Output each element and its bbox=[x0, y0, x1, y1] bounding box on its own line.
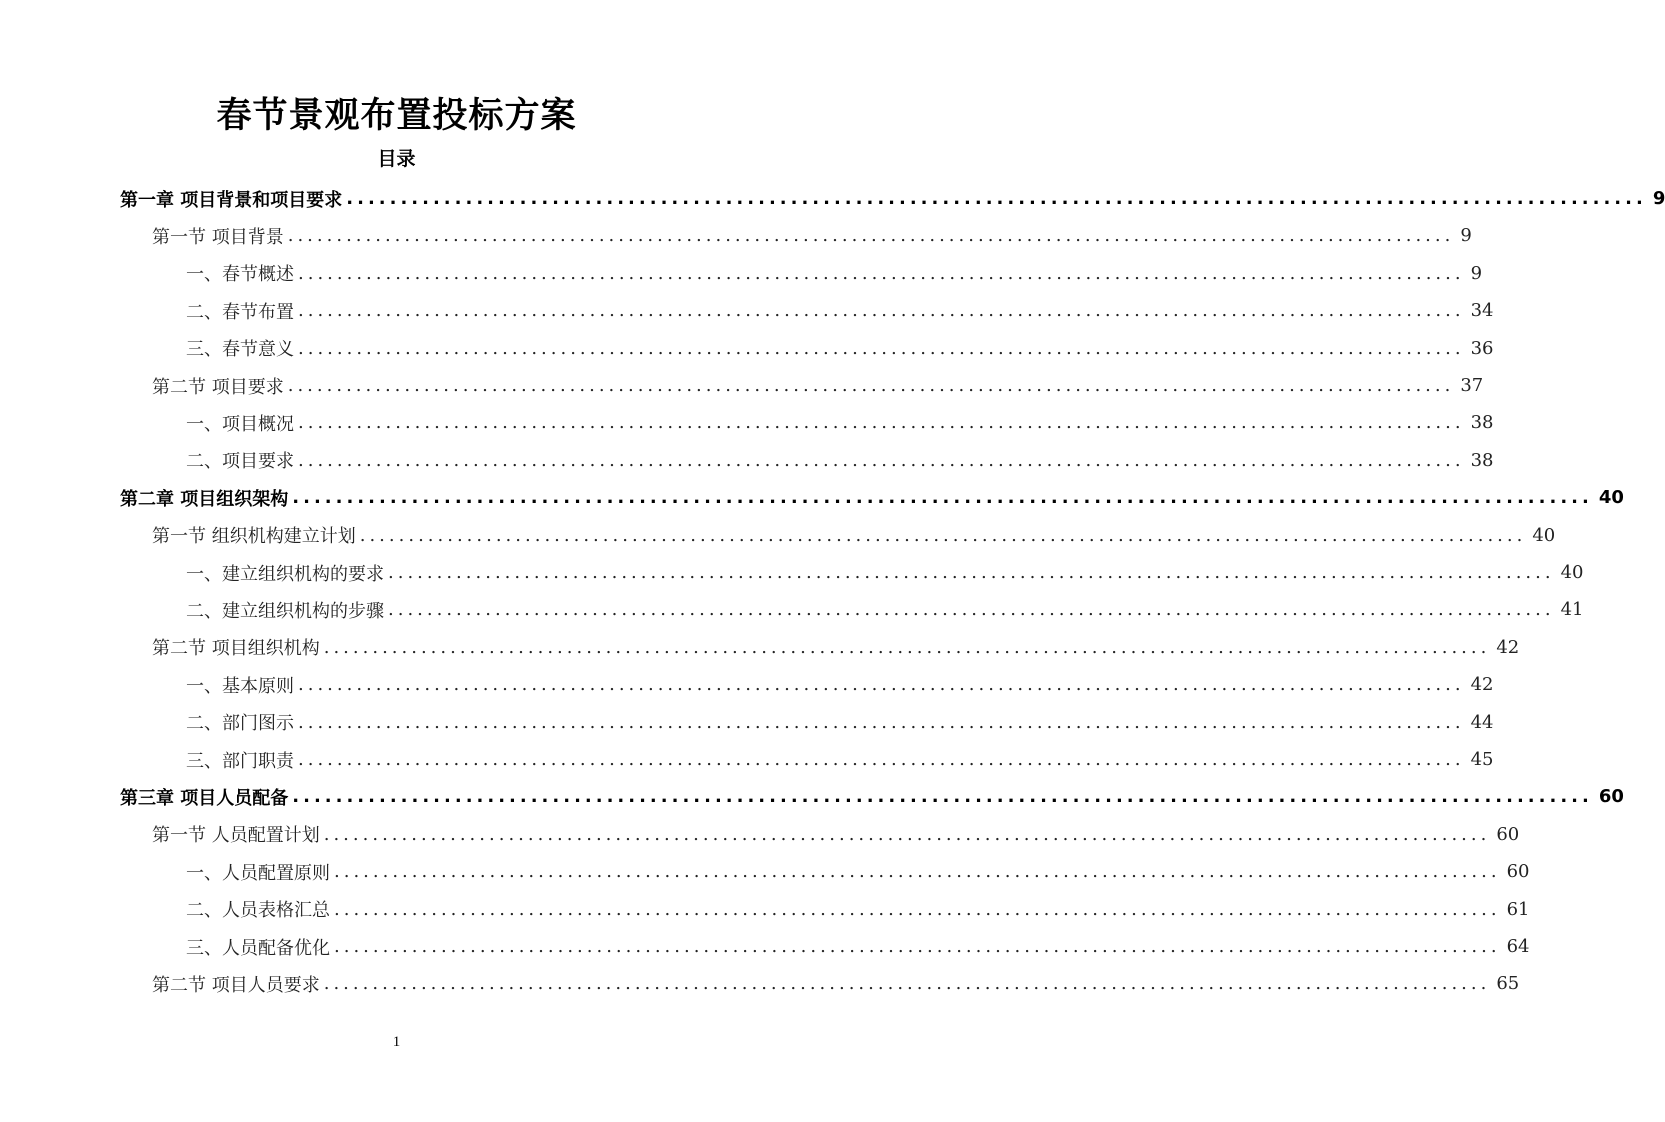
toc-entry-page: 34 bbox=[1470, 300, 1494, 322]
toc-entry-label: 二、部门图示 bbox=[186, 713, 294, 735]
toc-leader-dots: ........................................................................................................................ bbox=[323, 973, 1491, 995]
toc-entry-label: 第二节 项目要求 bbox=[152, 376, 284, 398]
toc-entry-page: 9 bbox=[1470, 262, 1483, 284]
toc-entry[interactable] bbox=[120, 479, 1624, 516]
toc-entry-page: 45 bbox=[1470, 749, 1494, 770]
toc-leader-dots: ........................................................................................................................ bbox=[334, 898, 1501, 920]
toc-entry-label: 二、建立组织机构的步骤 bbox=[186, 600, 384, 622]
toc-leader-dots: ........................................................................................................................ bbox=[388, 599, 1555, 621]
toc-leader-dots: ........................................................................................................................ bbox=[323, 636, 1491, 658]
toc-heading: 目录 bbox=[377, 148, 416, 170]
toc-leader-dots: ........................................................................................................................ bbox=[287, 225, 1455, 247]
toc-leader-dots: ........................................................................................................................ bbox=[388, 562, 1555, 583]
toc-entry-page: 9 bbox=[1460, 225, 1472, 247]
toc-entry[interactable] bbox=[186, 554, 1584, 591]
toc-entry-label: 第二章 项目组织架构 bbox=[120, 488, 289, 510]
toc-leader-dots: ........................................................................................................................ bbox=[323, 823, 1491, 845]
toc-entry[interactable] bbox=[186, 404, 1494, 441]
toc-entry-label: 第一节 人员配置计划 bbox=[152, 825, 320, 847]
toc-entry-label: 第三章 项目人员配备 bbox=[120, 787, 289, 809]
toc-entry[interactable] bbox=[186, 292, 1494, 329]
toc-entry-label: 第一章 项目背景和项目要求 bbox=[120, 189, 343, 211]
toc-entry[interactable] bbox=[120, 180, 1665, 217]
toc-entry-page: 60 bbox=[1598, 786, 1624, 808]
toc-entry[interactable] bbox=[152, 217, 1472, 254]
toc-entry[interactable] bbox=[186, 330, 1494, 367]
toc-entry[interactable] bbox=[186, 442, 1494, 479]
toc-leader-dots: ........................................................................................................................ bbox=[298, 412, 1465, 434]
toc-entry[interactable] bbox=[120, 778, 1624, 815]
toc-entry-label: 第二节 项目组织机构 bbox=[152, 638, 320, 660]
toc-entry-label: 第一节 组织机构建立计划 bbox=[152, 526, 356, 548]
toc-entry-page: 60 bbox=[1506, 861, 1530, 883]
toc-entry-page: 41 bbox=[1560, 599, 1584, 621]
toc-entry-page: 38 bbox=[1470, 449, 1494, 471]
toc-entry-page: 40 bbox=[1598, 487, 1624, 509]
toc-entry-label: 一、项目概况 bbox=[186, 413, 294, 435]
toc-entry-page: 60 bbox=[1496, 823, 1520, 845]
toc-entry[interactable] bbox=[152, 816, 1520, 853]
toc-entry[interactable] bbox=[186, 591, 1584, 628]
toc-entry-page: 65 bbox=[1496, 973, 1520, 995]
toc-leader-dots: ........................................................................................................................ bbox=[298, 674, 1465, 696]
toc-entry-page: 36 bbox=[1470, 337, 1494, 359]
toc-entry-label: 三、人员配备优化 bbox=[186, 937, 330, 959]
page-number: 1 bbox=[392, 1034, 401, 1050]
toc-leader-dots: ........................................................................................................................ bbox=[298, 711, 1465, 733]
toc-entry-page: 40 bbox=[1560, 562, 1584, 583]
toc-entry-label: 一、春节概述 bbox=[186, 264, 294, 286]
toc-leader-dots: ........................................................................................................................ bbox=[298, 749, 1465, 770]
toc-leader-dots: ........................................................................................................................ bbox=[298, 300, 1465, 322]
toc-entry-label: 三、春节意义 bbox=[186, 339, 294, 361]
toc-entry-label: 二、项目要求 bbox=[186, 451, 294, 473]
toc-leader-dots: ........................................................................................................................ bbox=[298, 262, 1465, 284]
toc-leader-dots: ........................................................................................................................ bbox=[287, 375, 1455, 396]
toc-leader-dots: ........................................................................................................................ bbox=[298, 449, 1465, 471]
toc-entry-page: 9 bbox=[1652, 188, 1665, 209]
toc-entry-page: 38 bbox=[1470, 412, 1494, 434]
toc-entry-label: 第二节 项目人员要求 bbox=[152, 974, 320, 996]
document-title: 春节景观布置投标方案 bbox=[216, 95, 577, 136]
toc-entry-page: 44 bbox=[1470, 711, 1494, 733]
toc-entry-page: 42 bbox=[1496, 636, 1520, 658]
toc-entry-page: 64 bbox=[1506, 936, 1530, 957]
toc-entry-page: 40 bbox=[1532, 524, 1556, 546]
toc-leader-dots: ........................................................................................................................ bbox=[292, 786, 1593, 808]
toc-entry-page: 42 bbox=[1470, 674, 1494, 696]
toc-entry[interactable] bbox=[152, 517, 1556, 554]
toc-leader-dots: ........................................................................................................................ bbox=[334, 861, 1501, 883]
toc-entry-label: 一、建立组织机构的要求 bbox=[186, 563, 384, 585]
toc-entry[interactable] bbox=[186, 741, 1494, 778]
toc-entry[interactable] bbox=[152, 367, 1484, 404]
toc-entry[interactable] bbox=[186, 704, 1494, 741]
toc-leader-dots: ........................................................................................................................ bbox=[346, 188, 1647, 209]
toc-entry-label: 二、春节布置 bbox=[186, 301, 294, 323]
toc-entry[interactable] bbox=[152, 629, 1520, 666]
toc-entry-label: 二、人员表格汇总 bbox=[186, 900, 330, 922]
toc-entry[interactable] bbox=[186, 666, 1494, 703]
toc-entry[interactable] bbox=[186, 891, 1530, 928]
toc-entry-label: 第一节 项目背景 bbox=[152, 226, 284, 248]
toc-leader-dots: ........................................................................................................................ bbox=[359, 524, 1527, 546]
toc-leader-dots: ........................................................................................................................ bbox=[334, 936, 1501, 957]
toc-entry[interactable] bbox=[186, 255, 1483, 292]
toc-entry-page: 37 bbox=[1460, 375, 1484, 396]
toc-entry-label: 一、基本原则 bbox=[186, 675, 294, 697]
toc-leader-dots: ........................................................................................................................ bbox=[298, 337, 1465, 359]
toc-entry[interactable] bbox=[186, 928, 1530, 965]
toc-entry-page: 61 bbox=[1506, 898, 1530, 920]
toc-entry-label: 三、部门职责 bbox=[186, 750, 294, 772]
toc-leader-dots: ........................................................................................................................ bbox=[292, 487, 1593, 509]
toc-entry[interactable] bbox=[152, 965, 1520, 1002]
toc-entry[interactable] bbox=[186, 853, 1530, 890]
toc-entry-label: 一、人员配置原则 bbox=[186, 862, 330, 884]
